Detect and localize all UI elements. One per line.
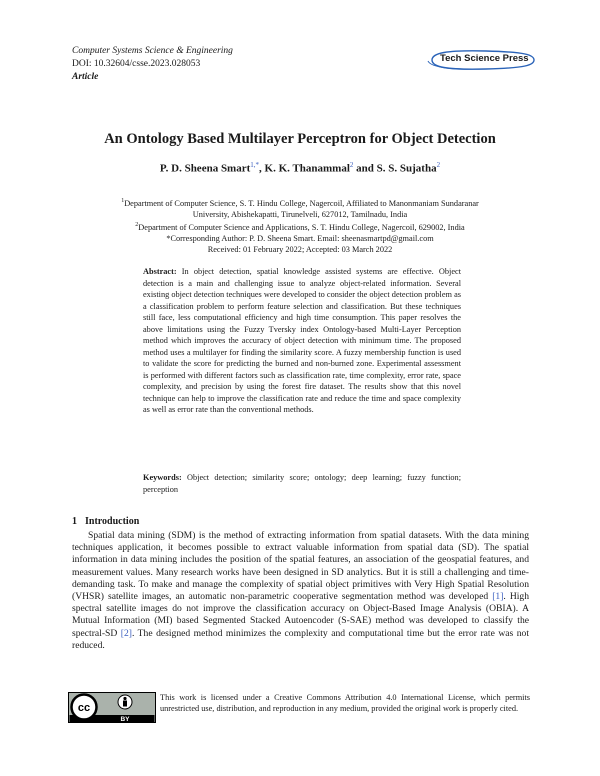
doi: DOI: 10.32604/csse.2023.028053 <box>72 59 201 69</box>
abstract <box>143 266 461 416</box>
corresponding-author: *Corresponding Author: P. D. Sheena Smart. Email: sheenasmartpd@gmail.com <box>166 233 434 243</box>
keywords-text: Object detection; similarity score; ontology; deep learning; fuzzy function; perception <box>143 473 461 494</box>
section-number: 1 <box>72 516 77 527</box>
by-label: BY <box>120 716 130 723</box>
affiliation-mark: 1 <box>121 198 125 204</box>
article-type: Article <box>72 72 99 82</box>
abstract-text: In object detection, spatial knowledge assisted systems are effective. Object detection is a main and challenging issue to analyze object-related information. Several existing object detection techniques were developed to consider the object detection problem as a classification problem to perform feature selection and classification. But these techniques still face, less computational efficiency and high time consumption. This paper resolves the above limitations using the Fuzzy Tversky index Ontology-based Multi-Layer Perception method which improves the accuracy of object detection with minimum time. The proposed method uses a multilayer for finding the similarity score. A fuzzy membership function is used to validate the score for predicting the burned and non-burned zone. Experimental assessment is performed with different factors such as classification rate, time complexity, error rate, space complexity, and precision by using the forest fire dataset. The results show that this novel technique can help to improve the classification rate and reduce the time and space complexity as well as error rate than the conventional methods. <box>143 267 461 414</box>
affiliations <box>110 196 490 255</box>
license-text: This work is licensed under a Creative Commons Attribution 4.0 International License, which permits unrestricted use, distribution, and reproduction in any medium, provided the original work is properly cited. <box>160 693 530 713</box>
section-title: Introduction <box>85 516 140 527</box>
affiliation-text: Department of Computer Science and Applications, S. T. Hindu College, Nagercoil, 629002, India <box>138 222 465 232</box>
received-accepted-dates: Received: 01 February 2022; Accepted: 03 March 2022 <box>207 244 393 254</box>
cc-label: cc <box>77 702 91 714</box>
author-name: K. K. Thanammal <box>264 162 350 175</box>
affiliation-2 <box>110 220 490 233</box>
keywords-label: Keywords: <box>143 473 182 482</box>
affiliation-mark: 2 <box>135 221 139 228</box>
author-separator: , <box>259 162 265 175</box>
author-affiliation-mark[interactable]: 2 <box>436 161 441 169</box>
author-name: P. D. Sheena Smart <box>159 162 251 175</box>
citation-link[interactable]: [2] <box>120 627 132 639</box>
body-text: Spatial data mining (SDM) is the method of extracting information from spatial datasets. With the data mining techniques application, it becomes possible to extract valuable information from spatial data (SD). The spatial information in data mining includes the position of the spatial features, an association of the geospatial features, and measurement values. Many research works have been designed in SD analytics. But it is still a challenging and time-demanding task. To make and manage the complexity of spatial object primitives with Very High Spatial Resolution (VHSR) satellite images, an automatic non-parametric cooperative segmentation method was developed <box>72 530 529 603</box>
author-list <box>0 161 600 175</box>
author-affiliation-mark[interactable]: 1,* <box>250 161 260 169</box>
publisher-name: Tech Science Press <box>440 53 529 64</box>
author-separator: and <box>353 162 377 175</box>
body-text: . The designed method minimizes the complexity and computational time but the error rate was not reduced. <box>72 627 529 651</box>
section-heading <box>72 516 139 527</box>
paper-title: An Ontology Based Multilayer Perceptron for Object Detection <box>104 131 496 147</box>
publisher-logo <box>426 50 536 70</box>
author-affiliation-mark[interactable]: 2 <box>349 161 354 169</box>
abstract-label: Abstract: <box>143 267 177 276</box>
body-text: . High spectral satellite images do not improve the classification accuracy on Object-Based Image Analysis (OBIA). A Mutual Information (MI) based Segmented Stacked Autoencoder (S-SAE) method was developed to classify the spectral-SD <box>72 591 530 639</box>
author-name: S. S. Sujatha <box>376 162 437 175</box>
cc-by-badge[interactable] <box>68 692 156 723</box>
keywords <box>143 472 461 495</box>
journal-name: Computer Systems Science & Engineering <box>72 46 233 56</box>
cc-by-icon <box>68 692 156 723</box>
body-paragraph <box>72 530 529 652</box>
citation-link[interactable]: [1] <box>492 591 504 603</box>
affiliation-text: Department of Computer Science, S. T. Hindu College, Nagercoil, Affiliated to Manonmaniam Sundaranar University, Abishekapatti, Tirunelveli, 627012, Tamilnadu, India <box>124 198 479 219</box>
affiliation-1 <box>110 196 490 220</box>
